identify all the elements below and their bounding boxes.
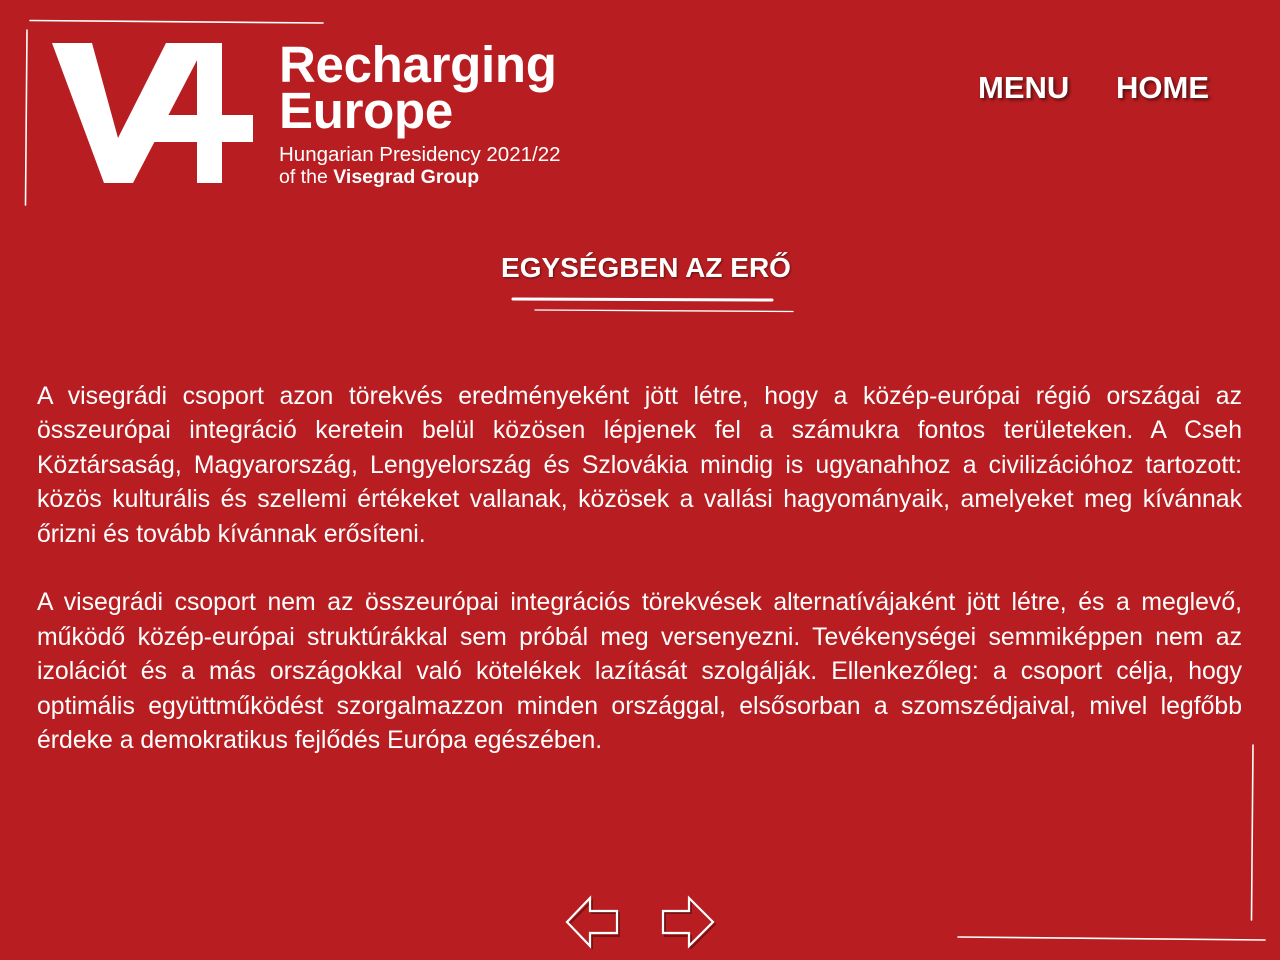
frame-line-top-left-horizontal [30,21,323,24]
text-line: Köztársaság, Magyarország, Lengyelország és Szlovákia mindig is ugyanahhoz a civilizációhoz tartozott: [37,451,1242,479]
title-underline-thin [535,310,793,312]
arrow-left-icon [565,895,621,949]
text-line: A visegrádi csoport nem az összeurópai integrációs törekvések alternatívájaként jött létre, és a meglevő, [37,589,1242,617]
frame-line-bottom-right-vertical [1252,745,1254,920]
paragraph [37,380,1242,552]
frame-line-bottom-right-horizontal [958,937,1265,940]
page-title: EGYSÉGBEN AZ ERŐ [501,252,791,283]
text-line: közös kulturális és szellemi értékeket vallanak, közösek a vallási hagyományaik, amelyeket meg kívánnak [37,486,1242,514]
logo-subtitle-group [279,168,479,188]
v4-logo-mark [48,40,258,188]
text-line: őrizni és tovább kívánnak erősíteni. [37,520,426,548]
logo-subtitle-presidency: Hungarian Presidency 2021/22 [279,143,561,166]
paragraph [37,586,1242,758]
next-page-button[interactable] [660,895,716,949]
text-line: optimális együttműködést szorgalmazzon minden országgal, elsősorban a szomszédjaival, mivel legfőbb [37,692,1242,720]
text-line: érdeke a demokratikus fejlődés Európa egészében. [37,727,603,755]
menu-link[interactable]: MENU [978,70,1070,105]
article-body [37,380,1242,793]
text-line: A visegrádi csoport azon törekvés eredményeként jött létre, hogy a közép-európai régió országai az [37,383,1242,410]
frame-line-top-left-vertical [26,30,28,205]
arrow-right-icon [660,895,716,949]
title-underline-thick [513,299,772,300]
text-line: működő közép-európai struktúrákkal sem próbál meg versenyezni. Tevékenységei semmiképpen nem az [37,623,1242,651]
text-line: izolációt és a más országokkal való kötelékek lazítását szolgálják. Ellenkezőleg: a csoport célja, hogy [37,658,1242,686]
logo-title-line2: Europe [279,82,453,139]
text-line: összeurópai integráció keretein belül közösen lépjenek fel a számukra fontos területeken. A Cseh [37,417,1242,445]
logo-subtitle-group-name: Visegrad Group [333,166,480,188]
logo-subtitle-prefix: of the [279,166,328,188]
logo-title-line1: Recharging [279,36,557,93]
previous-page-button[interactable] [565,895,621,949]
home-link[interactable]: HOME [1116,70,1209,105]
